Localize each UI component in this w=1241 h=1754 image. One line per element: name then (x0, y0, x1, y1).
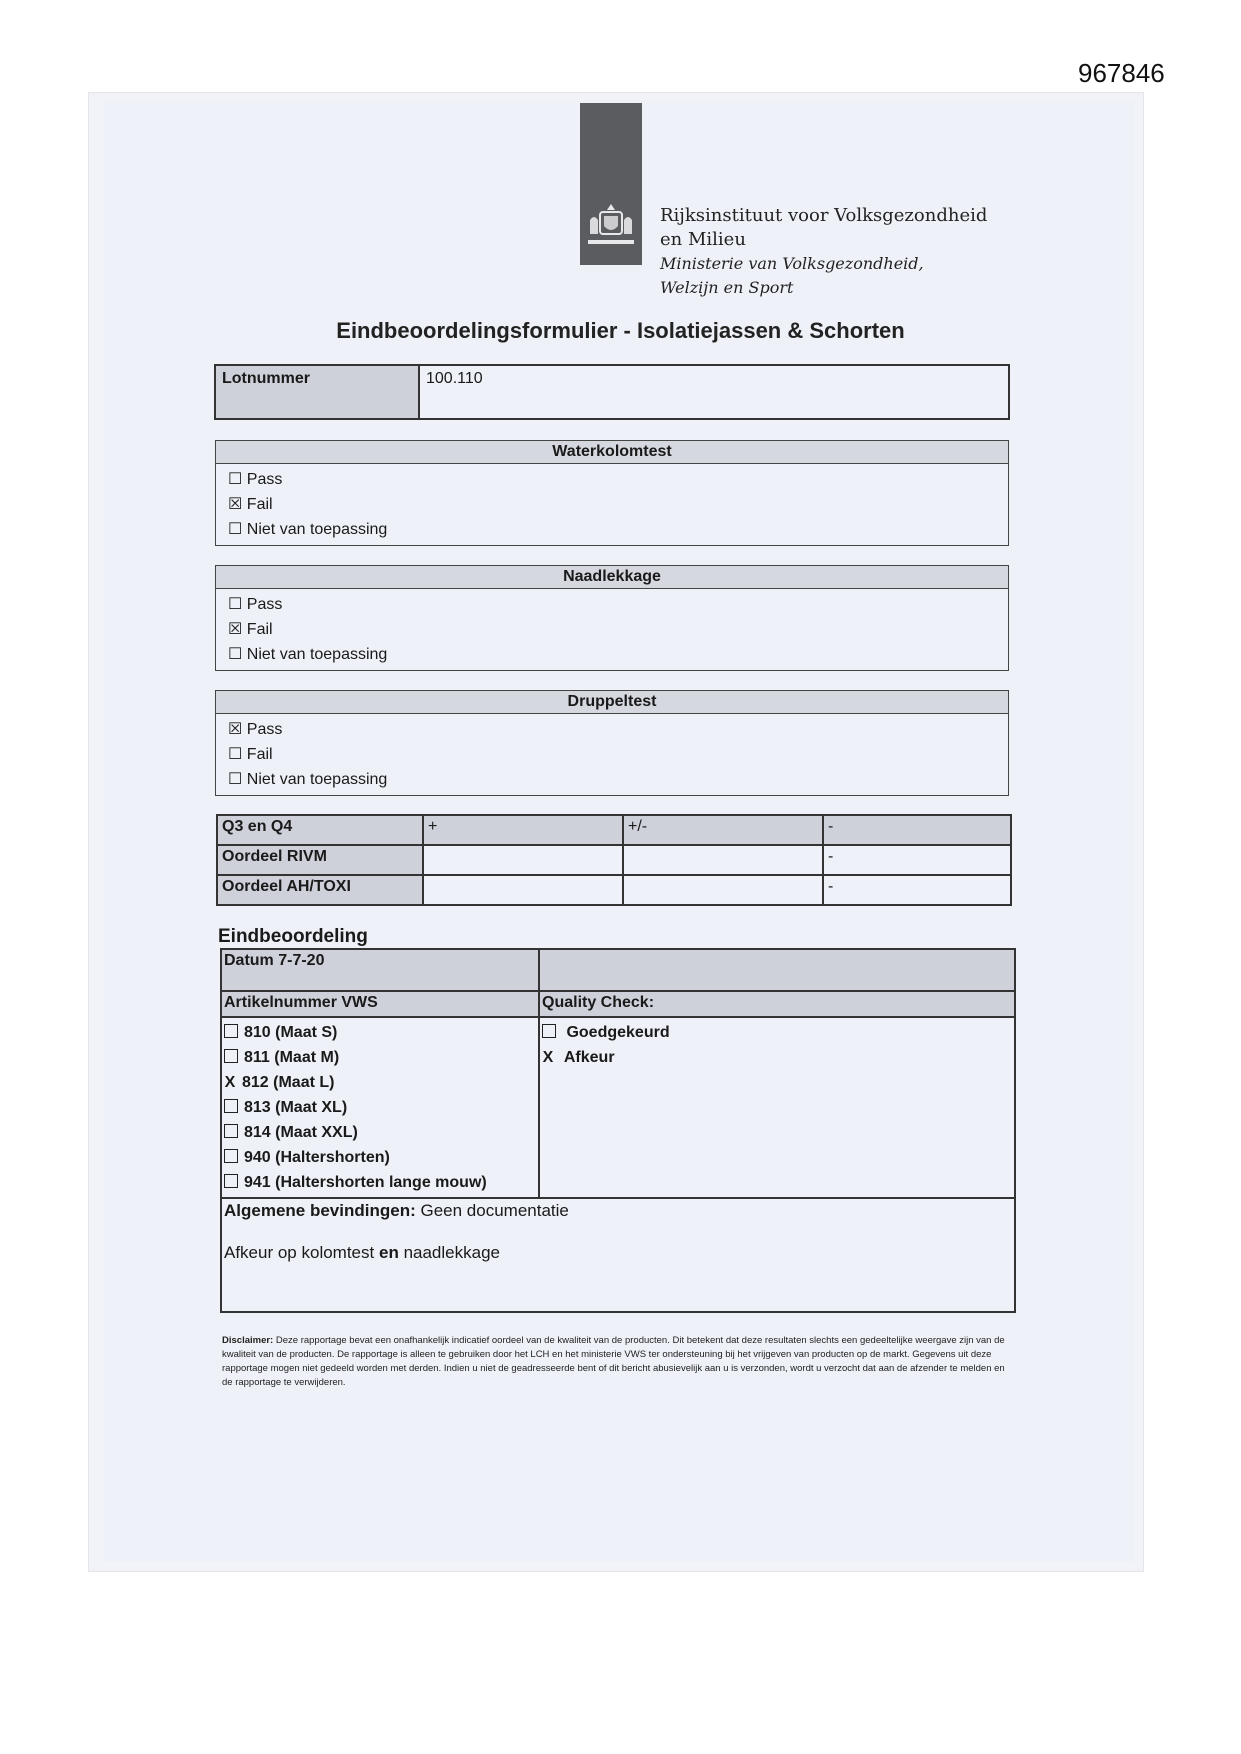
article-header: Artikelnummer VWS (221, 991, 539, 1017)
article-label: 811 (Maat M) (244, 1049, 340, 1066)
test-druppeltest (215, 690, 1009, 796)
note-bold: en (378, 1243, 399, 1262)
lot-value: 100.110 (419, 365, 1009, 419)
grid-cell[interactable] (423, 845, 623, 875)
option-fail[interactable] (216, 617, 1008, 642)
disclaimer-label: Disclaimer: (222, 1335, 274, 1346)
list-item[interactable] (542, 1045, 1012, 1070)
list-item[interactable] (224, 1020, 536, 1045)
organization-name (660, 204, 987, 300)
option-label: Fail (246, 496, 273, 513)
list-item[interactable] (224, 1070, 536, 1095)
note-text-end: naadlekkage (403, 1243, 500, 1262)
findings-value: Geen documentatie (420, 1201, 569, 1220)
ministry-line-2: Welzijn en Sport (660, 278, 794, 297)
note-text: Afkeur op kolomtest (224, 1243, 375, 1262)
option-na[interactable] (216, 642, 1008, 667)
org-line-1: Rijksinstituut voor Volksgezondheid (660, 205, 988, 226)
grid-cell: Q3 en Q4 (217, 815, 423, 845)
checkbox-icon: ☐ (228, 771, 243, 788)
test-waterkolomtest (215, 440, 1009, 546)
findings-label: Algemene bevindingen: (224, 1201, 416, 1220)
quality-header: Quality Check: (539, 991, 1015, 1017)
grid-cell[interactable]: - (823, 845, 1011, 875)
grid-cell: - (823, 815, 1011, 845)
disclaimer-text: Deze rapportage bevat een onafhankelijk indicatief oordeel van de kwaliteit van de producten. Dit betekent dat deze resultaten slechts een gedeeltelijke weergave zijn van de kwaliteit van de producten. De rapportage is alleen te gebruiken door het LCH en het ministerie VWS ter ondersteuning bij het vrijgeven van producten op de markt. Gegevens uit deze rapportage mogen niet gedeeld worden met derden. Indien u niet de geadresseerde bent of dit bericht abusievelijk aan u is verzonden, wordt u verzocht dat aan de afzender te melden en de rapportage te verwijderen. (222, 1335, 1005, 1388)
checkbox-checked-icon: ☒ (228, 721, 243, 738)
ministry-line-1: Ministerie van Volksgezondheid, (660, 254, 924, 273)
grid-cell: Oordeel AH/TOXI (217, 875, 423, 905)
checkbox-checked-icon: ☒ (228, 621, 243, 638)
document-number: 967846 (1078, 58, 1165, 88)
option-label: Niet van toepassing (246, 521, 388, 538)
article-label: 810 (Maat S) (244, 1024, 338, 1041)
checkbox-icon (224, 1174, 238, 1188)
option-label: Pass (246, 596, 283, 613)
grid-cell[interactable] (623, 875, 823, 905)
test-title: Waterkolomtest (216, 441, 1008, 464)
list-item[interactable] (224, 1145, 536, 1170)
checkbox-icon (542, 1024, 556, 1038)
checkbox-icon: ☐ (228, 471, 243, 488)
test-title: Naadlekkage (216, 566, 1008, 589)
article-label: 814 (Maat XXL) (244, 1124, 358, 1141)
checkbox-icon: ☐ (228, 746, 243, 763)
eindbeoordeling-table (220, 948, 1016, 1313)
checkbox-icon (224, 1024, 238, 1038)
coat-of-arms-icon (584, 200, 638, 250)
eindbeoordeling-heading: Eindbeoordeling (218, 926, 368, 947)
option-na[interactable] (216, 517, 1008, 542)
article-label: 812 (Maat L) (242, 1074, 335, 1091)
x-mark-icon: X (224, 1074, 236, 1091)
table-row (217, 845, 1011, 875)
option-pass[interactable] (216, 592, 1008, 617)
grid-cell[interactable]: - (823, 875, 1011, 905)
list-item[interactable] (224, 1045, 536, 1070)
article-label: 940 (Haltershorten) (244, 1149, 390, 1166)
option-label: Fail (246, 621, 273, 638)
grid-cell: Oordeel RIVM (217, 845, 423, 875)
grid-cell: +/- (623, 815, 823, 845)
quality-list (539, 1017, 1015, 1198)
checkbox-icon: ☐ (228, 646, 243, 663)
grid-cell: + (423, 815, 623, 845)
article-list (221, 1017, 539, 1198)
quality-label: Afkeur (563, 1049, 615, 1066)
option-label: Niet van toepassing (246, 646, 388, 663)
option-label: Pass (246, 471, 283, 488)
article-label: 941 (Haltershorten lange mouw) (244, 1174, 487, 1191)
test-title: Druppeltest (216, 691, 1008, 714)
grid-cell[interactable] (623, 845, 823, 875)
option-pass[interactable] (216, 467, 1008, 492)
form-title: Eindbeoordelingsformulier - Isolatiejassen & Schorten (336, 318, 905, 343)
checkbox-icon: ☐ (228, 596, 243, 613)
option-pass[interactable] (216, 717, 1008, 742)
list-item[interactable] (224, 1170, 536, 1195)
lot-label: Lotnummer (215, 365, 419, 419)
assessment-grid (216, 814, 1012, 906)
datum-cell: Datum 7-7-20 (221, 949, 539, 991)
grid-cell[interactable] (423, 875, 623, 905)
list-item[interactable] (224, 1120, 536, 1145)
quality-label: Goedgekeurd (566, 1024, 670, 1041)
option-fail[interactable] (216, 492, 1008, 517)
checkbox-checked-icon: ☒ (228, 496, 243, 513)
list-item[interactable] (224, 1095, 536, 1120)
checkbox-icon: ☐ (228, 521, 243, 538)
article-label: 813 (Maat XL) (244, 1099, 348, 1116)
checkbox-icon (224, 1149, 238, 1163)
x-mark-icon: X (542, 1049, 554, 1066)
checkbox-icon (224, 1124, 238, 1138)
disclaimer (222, 1334, 1012, 1390)
table-row (217, 875, 1011, 905)
option-fail[interactable] (216, 742, 1008, 767)
lot-table (214, 364, 1010, 420)
table-row (217, 815, 1011, 845)
org-line-2: en Milieu (660, 229, 746, 250)
option-label: Fail (246, 746, 273, 763)
checkbox-icon (224, 1049, 238, 1063)
empty-header-cell (539, 949, 1015, 991)
test-naadlekkage (215, 565, 1009, 671)
checkbox-icon (224, 1099, 238, 1113)
option-label: Pass (246, 721, 283, 738)
findings-cell[interactable] (221, 1198, 1015, 1312)
option-na[interactable] (216, 767, 1008, 792)
list-item[interactable] (542, 1020, 1012, 1045)
option-label: Niet van toepassing (246, 771, 388, 788)
